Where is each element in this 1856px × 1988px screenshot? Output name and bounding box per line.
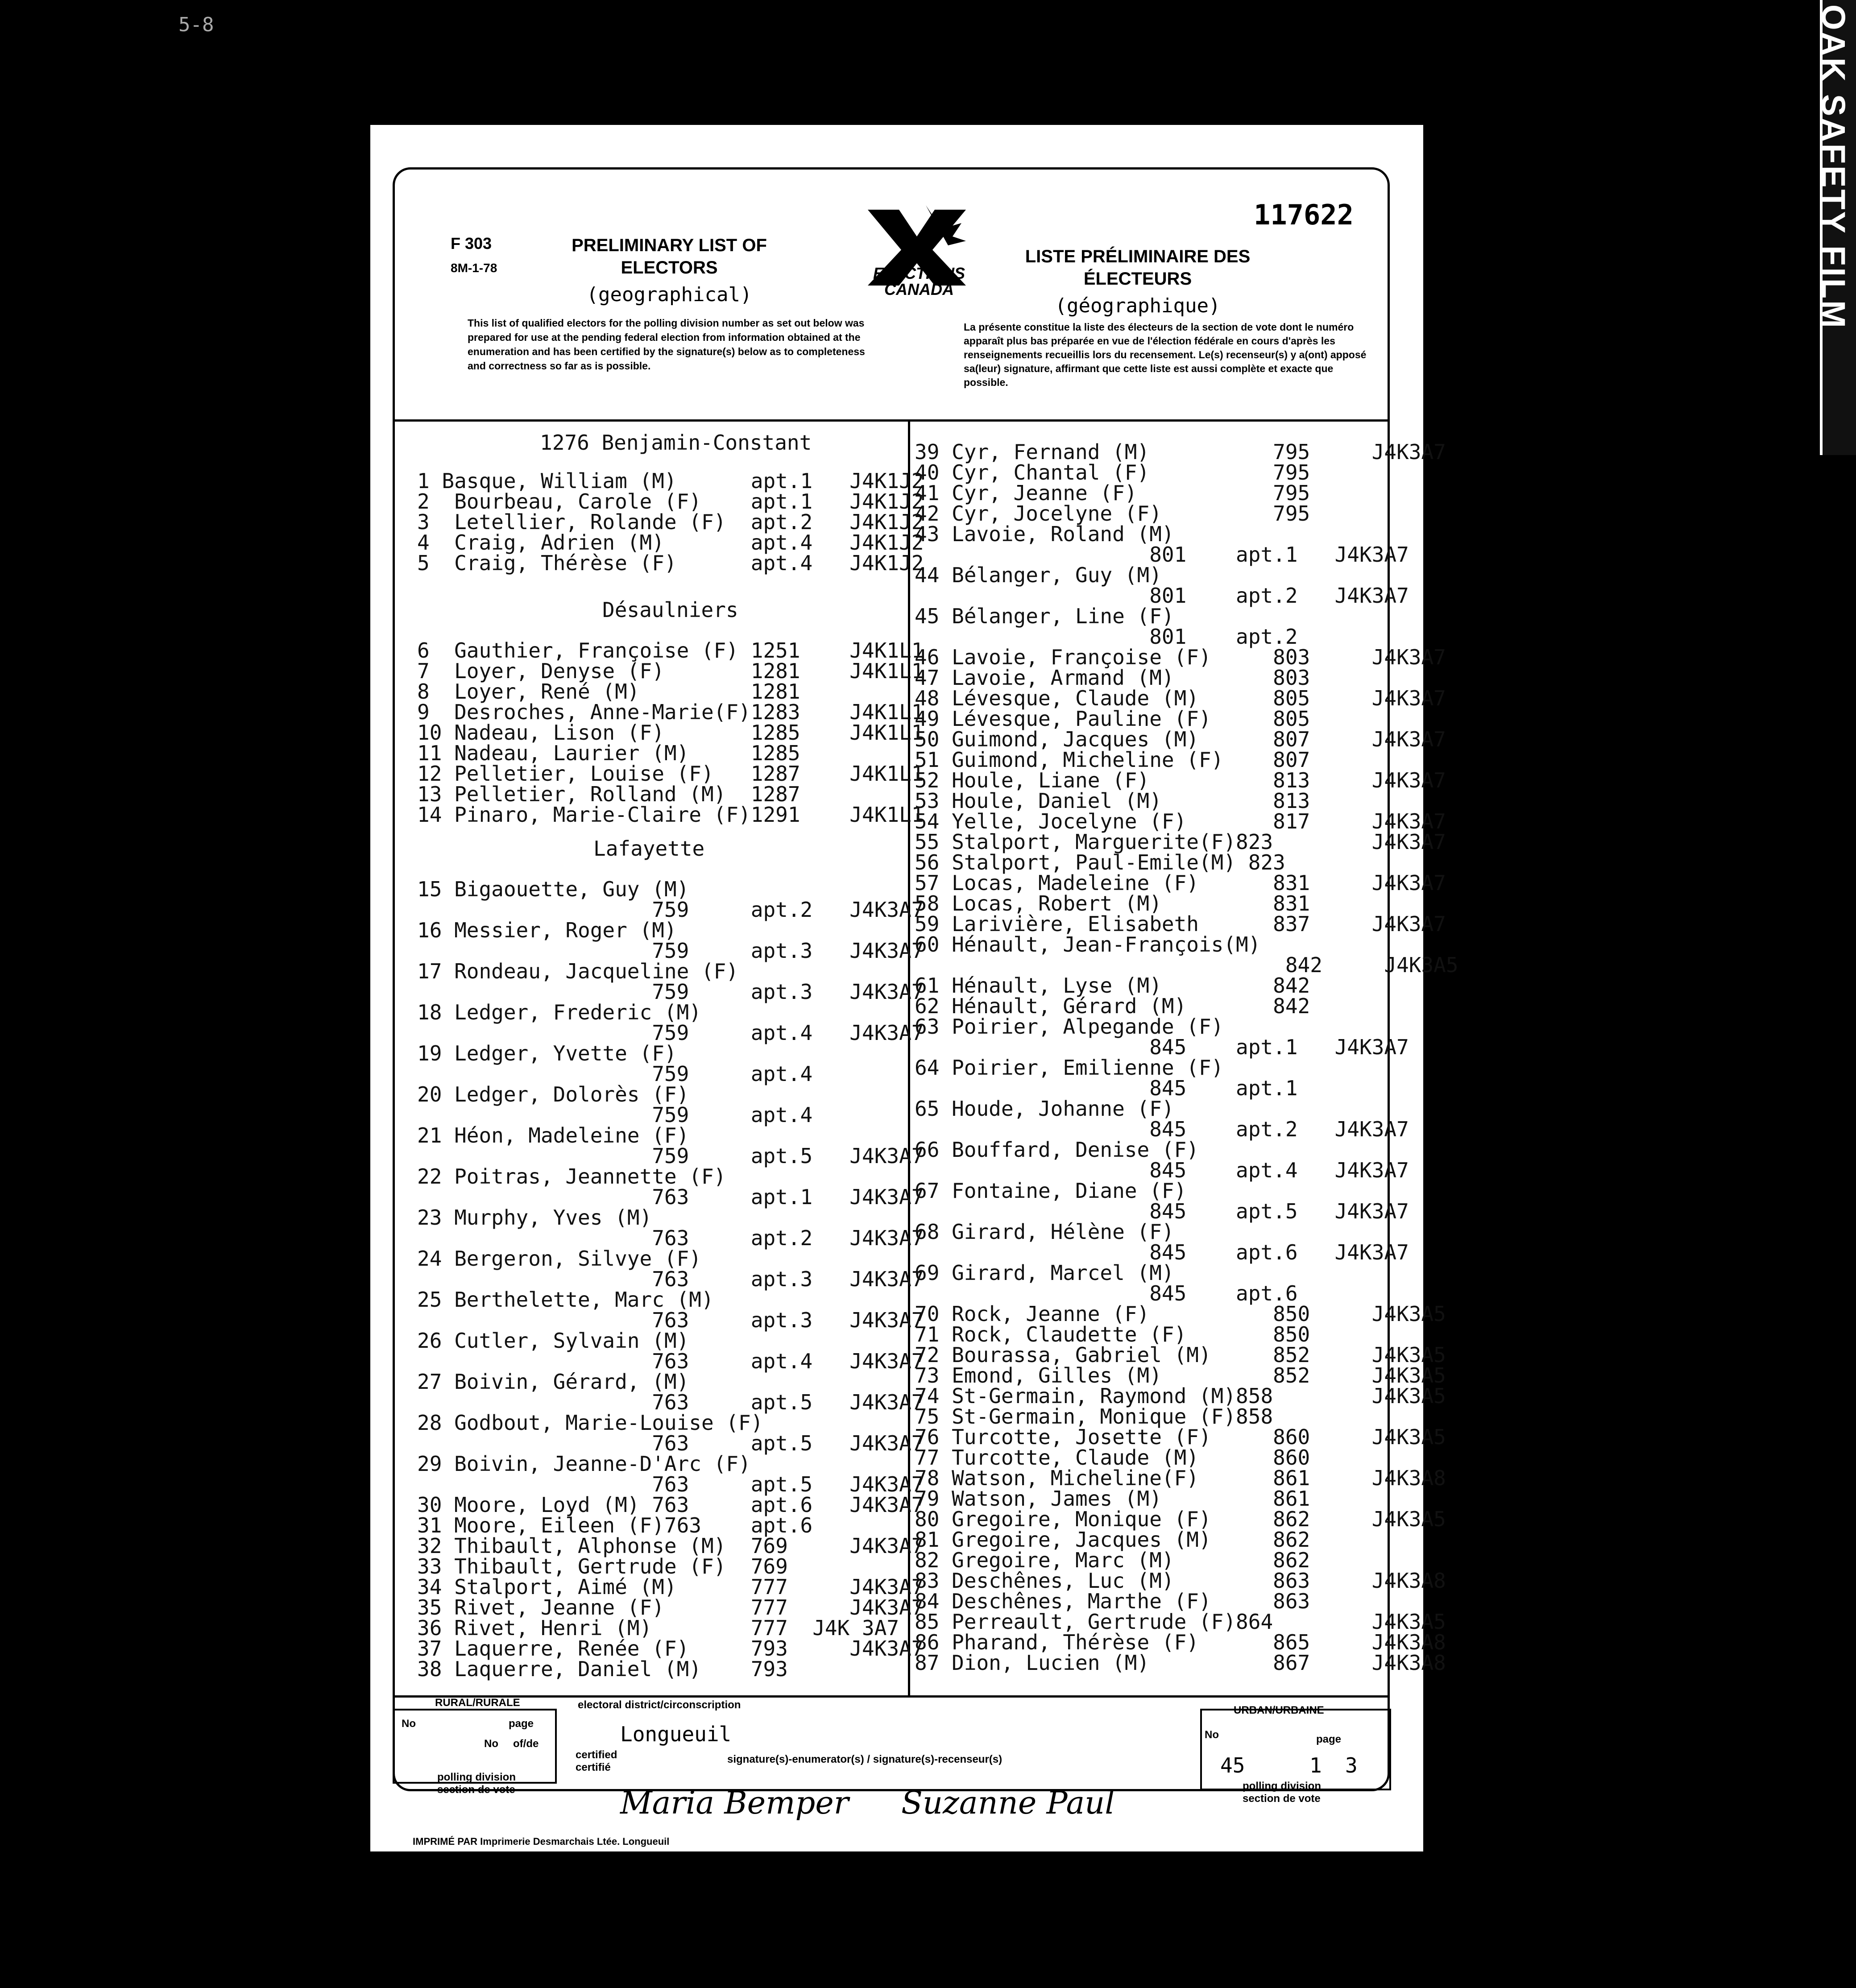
elector-entry: 25 Berthelette, Marc (M) 763 apt.3 J4K3A7 (417, 1288, 924, 1332)
elector-entry: 42 Cyr, Jocelyne (F) 795 (915, 501, 1310, 526)
elector-entry: 5 Craig, Thérèse (F) apt.4 J4K1J2 (417, 551, 924, 575)
rural-label: RURAL/RURALE (435, 1697, 520, 1709)
elector-entry: 60 Hénault, Jean-François(M) 842 J4K3A5 (915, 932, 1458, 977)
district-label: electoral district/circonscription (578, 1699, 741, 1711)
urban-label: URBAN/URBAINE (1234, 1704, 1324, 1716)
header-divider (395, 419, 1388, 422)
elector-entry: 26 Cutler, Sylvain (M) 763 apt.4 J4K3A7 (417, 1329, 924, 1373)
elector-entry: 23 Murphy, Yves (M) 763 apt.2 J4K3A7 (417, 1205, 924, 1250)
urban-page: 1 (1309, 1753, 1322, 1777)
film-edge (1815, 0, 1856, 455)
subtitle-french: (géographique) (1055, 294, 1221, 317)
elector-entry: 87 Dion, Lucien (M) 867 J4K3A8 (915, 1651, 1446, 1675)
elector-entry: 21 Héon, Madeleine (F) 759 apt.5 J4K3A7 (417, 1123, 924, 1168)
elector-entry: 29 Boivin, Jeanne-D'Arc (F) 763 apt.5 J4K3A7 (417, 1452, 924, 1496)
elector-entry: 22 Poitras, Jeannette (F) 763 apt.1 J4K3A7 (417, 1164, 924, 1209)
elector-entry: 12 Pelletier, Louise (F) 1287 J4K1L1 (417, 762, 924, 786)
elector-entry: 69 Girard, Marcel (M) 845 apt.6 (915, 1261, 1298, 1305)
elector-entry: 71 Rock, Claudette (F) 850 (915, 1322, 1310, 1346)
serial-number: 117622 (1254, 199, 1354, 231)
elector-entry: 48 Lévesque, Claude (M) 805 J4K3A7 (915, 686, 1446, 710)
elector-entry: 68 Girard, Hélène (F) 845 apt.6 J4K3A7 (915, 1220, 1409, 1264)
street-heading: Désaulniers (602, 598, 738, 622)
urban-number: 45 (1220, 1753, 1245, 1777)
elector-entry: 43 Lavoie, Roland (M) 801 apt.1 J4K3A7 (915, 522, 1409, 567)
elector-entry: 74 St-Germain, Raymond (M)858 J4K3A5 (915, 1384, 1446, 1408)
rural-page-label: page (509, 1718, 534, 1730)
elector-entry: 36 Rivet, Henri (M) 777 J4K 3A7 (417, 1616, 899, 1640)
elector-entry: 53 Houle, Daniel (M) 813 (915, 789, 1310, 813)
elector-entry: 10 Nadeau, Lison (F) 1285 J4K1L1 (417, 721, 924, 745)
elector-entry: 82 Gregoire, Marc (M) 862 (915, 1548, 1310, 1572)
urban-polling-label: polling division section de vote (1243, 1780, 1321, 1805)
elector-entry: 80 Gregoire, Monique (F) 862 J4K3A5 (915, 1507, 1446, 1531)
footer-divider (395, 1695, 1388, 1698)
elector-entry: 73 Emond, Gilles (M) 852 J4K3A5 (915, 1363, 1446, 1387)
elector-entry: 27 Boivin, Gérard, (M) 763 apt.5 J4K3A7 (417, 1370, 924, 1414)
urban-page-label: page (1316, 1733, 1342, 1745)
elector-entry: 34 Stalport, Aimé (M) 777 J4K3A7 (417, 1575, 924, 1599)
printer-credit: IMPRIMÉ PAR Imprimerie Desmarchais Ltée. Longueuil (413, 1836, 670, 1847)
rural-no-label-2: No (484, 1738, 498, 1750)
elector-entry: 11 Nadeau, Laurier (M) 1285 (417, 741, 800, 765)
elector-entry: 32 Thibault, Alphonse (M) 769 J4K3A7 (417, 1534, 924, 1558)
elector-entry: 66 Bouffard, Denise (F) 845 apt.4 J4K3A7 (915, 1138, 1409, 1182)
elector-entry: 41 Cyr, Jeanne (F) 795 (915, 481, 1310, 505)
rural-no-label: No (402, 1718, 416, 1730)
elector-entry: 50 Guimond, Jacques (M) 807 J4K3A7 (915, 727, 1446, 751)
elector-entry: 79 Watson, James (M) 861 (915, 1487, 1310, 1511)
film-edge-text: OAK SAFETY FILM (1815, 4, 1852, 330)
elector-entry: 83 Deschênes, Luc (M) 863 J4K3A8 (915, 1569, 1446, 1593)
elector-entry: 77 Turcotte, Claude (M) 860 (915, 1445, 1310, 1470)
elector-entry: 78 Watson, Micheline(F) 861 J4K3A8 (915, 1466, 1446, 1490)
signature-enumerator-2: Suzanne Paul (901, 1785, 1115, 1821)
paragraph-french: La présente constitue la liste des électeurs de la section de vote dont le numéro apparaît plus bas préparée en vue de l'élection fédérale en cours d'après les renseignements recueillis lors du recensement. Le(s) recenseur(s) y a(ont) apposé sa(leur) signature, affirmant que cette liste est aussi complète et exacte que possible. (964, 321, 1367, 388)
urban-no-label: No (1205, 1729, 1219, 1741)
elector-entry: 44 Bélanger, Guy (M) 801 apt.2 J4K3A7 (915, 563, 1409, 608)
elector-entry: 40 Cyr, Chantal (F) 795 (915, 460, 1310, 485)
elector-entry: 72 Bourassa, Gabriel (M) 852 J4K3A5 (915, 1343, 1446, 1367)
elector-entry: 18 Ledger, Frederic (M) 759 apt.4 J4K3A7 (417, 1000, 924, 1045)
elector-entry: 62 Hénault, Gérard (M) 842 (915, 994, 1310, 1018)
form-date: 8M-1-78 (451, 261, 497, 275)
rural-polling-label: polling division section de vote (437, 1771, 516, 1796)
elector-entry: 39 Cyr, Fernand (M) 795 J4K3A7 (915, 440, 1446, 464)
elector-entry: 31 Moore, Eileen (F)763 apt.6 (417, 1513, 813, 1537)
elector-entry: 51 Guimond, Micheline (F) 807 (915, 748, 1310, 772)
elector-entry: 14 Pinaro, Marie-Claire (F)1291 J4K1L1 (417, 803, 924, 827)
elector-entry: 55 Stalport, Marguerite(F)823 J4K3A7 (915, 830, 1446, 854)
elector-entry: 70 Rock, Jeanne (F) 850 J4K3A5 (915, 1302, 1446, 1326)
elector-entry: 30 Moore, Loyd (M) 763 apt.6 J4K3A7 (417, 1493, 924, 1517)
elector-entry: 47 Lavoie, Armand (M) 803 (915, 666, 1310, 690)
frame-mark: 5-8 (178, 13, 214, 36)
elector-entry: 67 Fontaine, Diane (F) 845 apt.5 J4K3A7 (915, 1179, 1409, 1223)
elector-entry: 6 Gauthier, Françoise (F) 1251 J4K1L1 (417, 638, 924, 663)
elector-entry: 15 Bigaouette, Guy (M) 759 apt.2 J4K3A7 (417, 877, 924, 922)
elector-entry: 16 Messier, Roger (M) 759 apt.3 J4K3A7 (417, 918, 924, 963)
elector-entry: 61 Hénault, Lyse (M) 842 (915, 973, 1310, 998)
elector-entry: 52 Houle, Liane (F) 813 J4K3A7 (915, 768, 1446, 792)
title-english: PRELIMINARY LIST OF ELECTORS (572, 236, 767, 277)
elector-entry: 19 Ledger, Yvette (F) 759 apt.4 (417, 1041, 813, 1086)
paragraph-english: This list of qualified electors for the polling division number as set out below was prepared for use at the pending federal election from information obtained at the enumeration and has been certified by the signature(s) below as to completeness and correctness so far as is possible. (468, 317, 865, 372)
elector-entry: 35 Rivet, Jeanne (F) 777 J4K3A7 (417, 1595, 924, 1619)
elector-entry: 24 Bergeron, Silvye (F) 763 apt.3 J4K3A7 (417, 1247, 924, 1291)
elector-entry: 57 Locas, Madeleine (F) 831 J4K3A7 (915, 871, 1446, 895)
elector-entry: 64 Poirier, Emilienne (F) 845 apt.1 (915, 1056, 1298, 1100)
elector-entry: 86 Pharand, Thérèse (F) 865 J4K3A8 (915, 1630, 1446, 1654)
elector-entry: 3 Letellier, Rolande (F) apt.2 J4K1J2 (417, 510, 924, 534)
elector-entry: 63 Poirier, Alpegande (F) 845 apt.1 J4K3A7 (915, 1015, 1409, 1059)
elector-entry: 56 Stalport, Paul-Emile(M) 823 (915, 850, 1285, 874)
elector-entry: 4 Craig, Adrien (M) apt.4 J4K1J2 (417, 530, 924, 555)
logo-text: ELECTIONS CANADA (873, 264, 965, 298)
elector-entry: 46 Lavoie, Françoise (F) 803 J4K3A7 (915, 645, 1446, 669)
elector-entry: 7 Loyer, Denyse (F) 1281 J4K1L1 (417, 659, 924, 683)
elector-entry: 17 Rondeau, Jacqueline (F) 759 apt.3 J4K3A7 (417, 959, 924, 1004)
elector-entry: 1 Basque, William (M) apt.1 J4K1J2 (417, 469, 924, 493)
subtitle-english: (geographical) (586, 283, 752, 306)
elector-entry: 49 Lévesque, Pauline (F) 805 (915, 707, 1310, 731)
elector-entry: 59 Larivière, Elisabeth 837 J4K3A7 (915, 912, 1446, 936)
elector-entry: 45 Bélanger, Line (F) 801 apt.2 (915, 604, 1298, 649)
elector-entry: 13 Pelletier, Rolland (M) 1287 (417, 782, 800, 806)
signature-enumerator-1: Maria Bemper (620, 1785, 849, 1821)
street-heading: 1276 Benjamin-Constant (540, 431, 812, 455)
elector-entry: 65 Houde, Johanne (F) 845 apt.2 J4K3A7 (915, 1097, 1409, 1141)
elector-entry: 28 Godbout, Marie-Louise (F) 763 apt.5 J4K3A7 (417, 1411, 924, 1455)
document-page (370, 125, 1458, 1851)
rural-of-label: of/de (513, 1738, 539, 1750)
elector-entry: 54 Yelle, Jocelyne (F) 817 J4K3A7 (915, 809, 1446, 833)
elector-entry: 33 Thibault, Gertrude (F) 769 (417, 1554, 788, 1578)
urban-box (1200, 1709, 1391, 1790)
title-french: LISTE PRÉLIMINAIRE DES ÉLECTEURS (1025, 247, 1251, 289)
elector-entry: 37 Laquerre, Renée (F) 793 J4K3A7 (417, 1636, 924, 1661)
certified-label: certified certifié (576, 1749, 617, 1773)
elector-entry: 58 Locas, Robert (M) 831 (915, 891, 1310, 915)
district-value: Longueuil (620, 1722, 732, 1746)
form-number: F 303 (451, 234, 492, 253)
elector-entry: 85 Perreault, Gertrude (F)864 J4K3A5 (915, 1610, 1446, 1634)
elector-entry: 84 Deschênes, Marthe (F) 863 (915, 1589, 1310, 1613)
elector-entry: 76 Turcotte, Josette (F) 860 J4K3A5 (915, 1425, 1446, 1449)
signature-label: signature(s)-enumerator(s) / signature(s)-recenseur(s) (727, 1753, 1003, 1765)
elector-entry: 81 Gregoire, Jacques (M) 862 (915, 1528, 1310, 1552)
elector-entry: 20 Ledger, Dolorès (F) 759 apt.4 (417, 1082, 813, 1127)
elector-entry: 38 Laquerre, Daniel (M) 793 (417, 1657, 788, 1681)
elector-entry: 9 Desroches, Anne-Marie(F)1283 J4K1L1 (417, 700, 924, 724)
street-heading: Lafayette (593, 837, 705, 861)
elector-entry: 8 Loyer, René (M) 1281 (417, 679, 800, 704)
urban-of: 3 (1345, 1753, 1358, 1777)
elector-entry: 2 Bourbeau, Carole (F) apt.1 J4K1J2 (417, 489, 924, 514)
elector-entry: 75 St-Germain, Monique (F)858 (915, 1404, 1273, 1429)
